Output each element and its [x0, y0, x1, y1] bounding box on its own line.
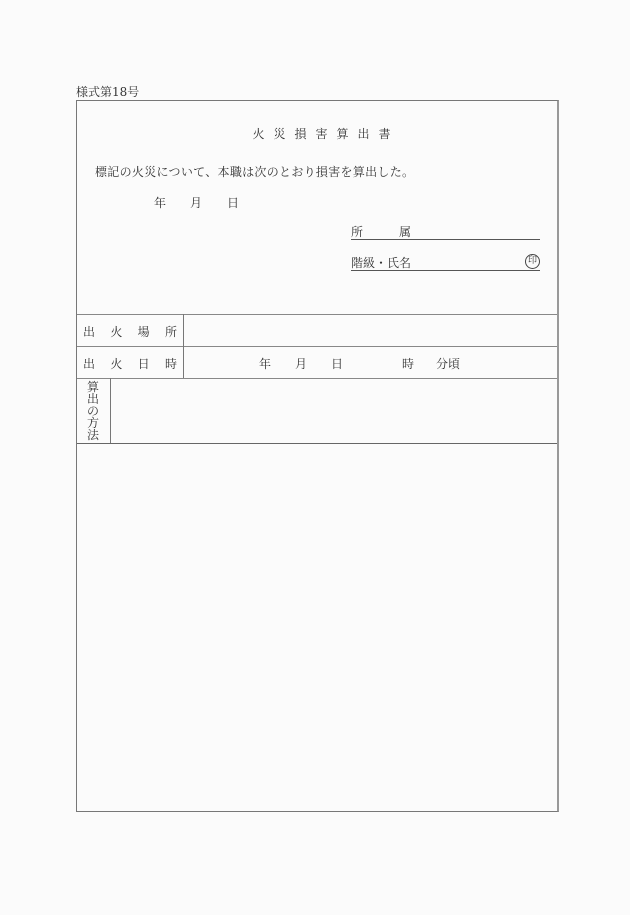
seal-icon: 印: [525, 254, 540, 269]
affiliation-label-1: 所: [351, 225, 364, 239]
datetime-month-label: 月: [295, 357, 308, 371]
datetime-day-label: 日: [331, 357, 344, 371]
details-area[interactable]: [77, 444, 557, 811]
datetime-year-label: 年: [259, 357, 272, 371]
rank-name-field[interactable]: [351, 254, 540, 271]
fire-datetime-input[interactable]: [184, 347, 557, 378]
fire-location-input[interactable]: [184, 315, 557, 346]
calculation-method-label: 算 出 の 方 法: [86, 380, 99, 442]
form-number: 様式第18号: [76, 85, 140, 99]
form-frame: [76, 100, 559, 812]
rank-name-label: 階級・氏名: [351, 256, 412, 270]
calculation-method-input[interactable]: [111, 379, 557, 443]
date-day-label: 日: [227, 196, 240, 210]
datetime-minute-label: 分頃: [436, 357, 461, 371]
date-month-label: 月: [190, 196, 203, 210]
affiliation-label-2: 属: [399, 225, 412, 239]
form-title: 火災損害算出書: [252, 127, 400, 141]
datetime-hour-label: 時: [402, 357, 415, 371]
statement-text: 標記の火災について、本職は次のとおり損害を算出した。: [95, 165, 415, 179]
affiliation-field[interactable]: [351, 223, 540, 240]
fire-datetime-label: 出 火 日 時: [83, 357, 177, 371]
date-year-label: 年: [154, 196, 167, 210]
fire-location-label: 出 火 場 所: [83, 325, 177, 339]
